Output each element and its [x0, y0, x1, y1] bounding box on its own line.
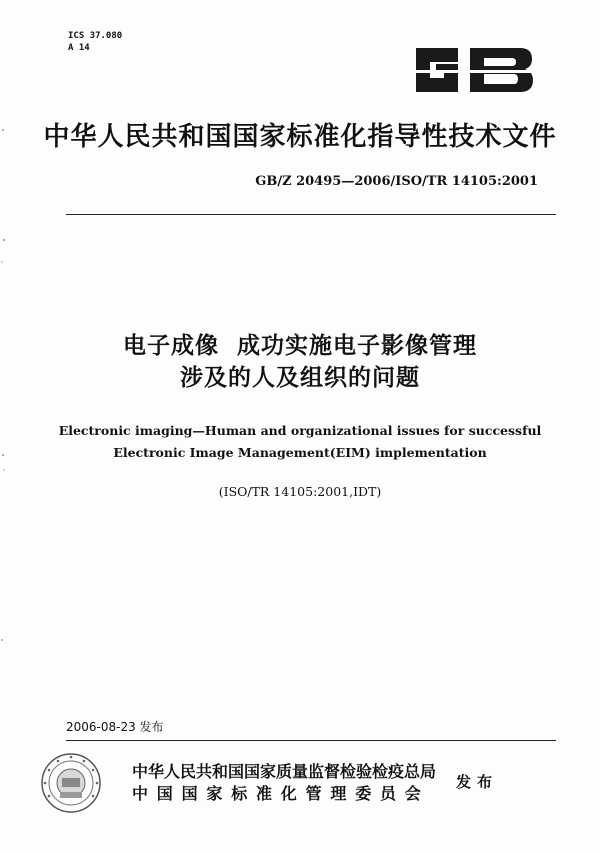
issuing-authorities [132, 761, 436, 805]
gb-logo [408, 40, 538, 100]
chinese-title [0, 330, 600, 394]
ccs-code: A 14 [68, 43, 90, 53]
chinese-title-part2: 成功实施电子影像管理 [237, 333, 477, 359]
english-title-line2: Electronic Image Management(EIM) implementation [113, 445, 487, 460]
bottom-divider [66, 740, 556, 741]
adoption-note: (ISO/TR 14105:2001,IDT) [218, 484, 382, 499]
top-divider [66, 214, 556, 215]
standard-number: GB/Z 20495—2006/ISO/TR 14105:2001 [255, 174, 538, 189]
issuer-line2: 中国国家标准化管理委员会 [132, 784, 430, 803]
chinese-title-part1: 电子成像 [123, 333, 219, 359]
document-type-title: 中华人民共和国国家标准化指导性技术文件 [43, 122, 557, 152]
english-title-line1: Electronic imaging—Human and organizational issues for successful [58, 423, 542, 438]
issuer-line1: 中华人民共和国国家质量监督检验检疫总局 [132, 762, 437, 781]
official-seal-icon [40, 752, 102, 814]
chinese-title-line1 [0, 330, 600, 362]
publish-label: 发布 [456, 773, 499, 791]
english-title [0, 420, 600, 464]
publish-date: 2006-08-23 发布 [66, 720, 164, 734]
classification-codes [68, 30, 122, 54]
chinese-title-line2: 涉及的人及组织的问题 [180, 365, 420, 391]
ics-code: ICS 37.080 [68, 31, 123, 41]
